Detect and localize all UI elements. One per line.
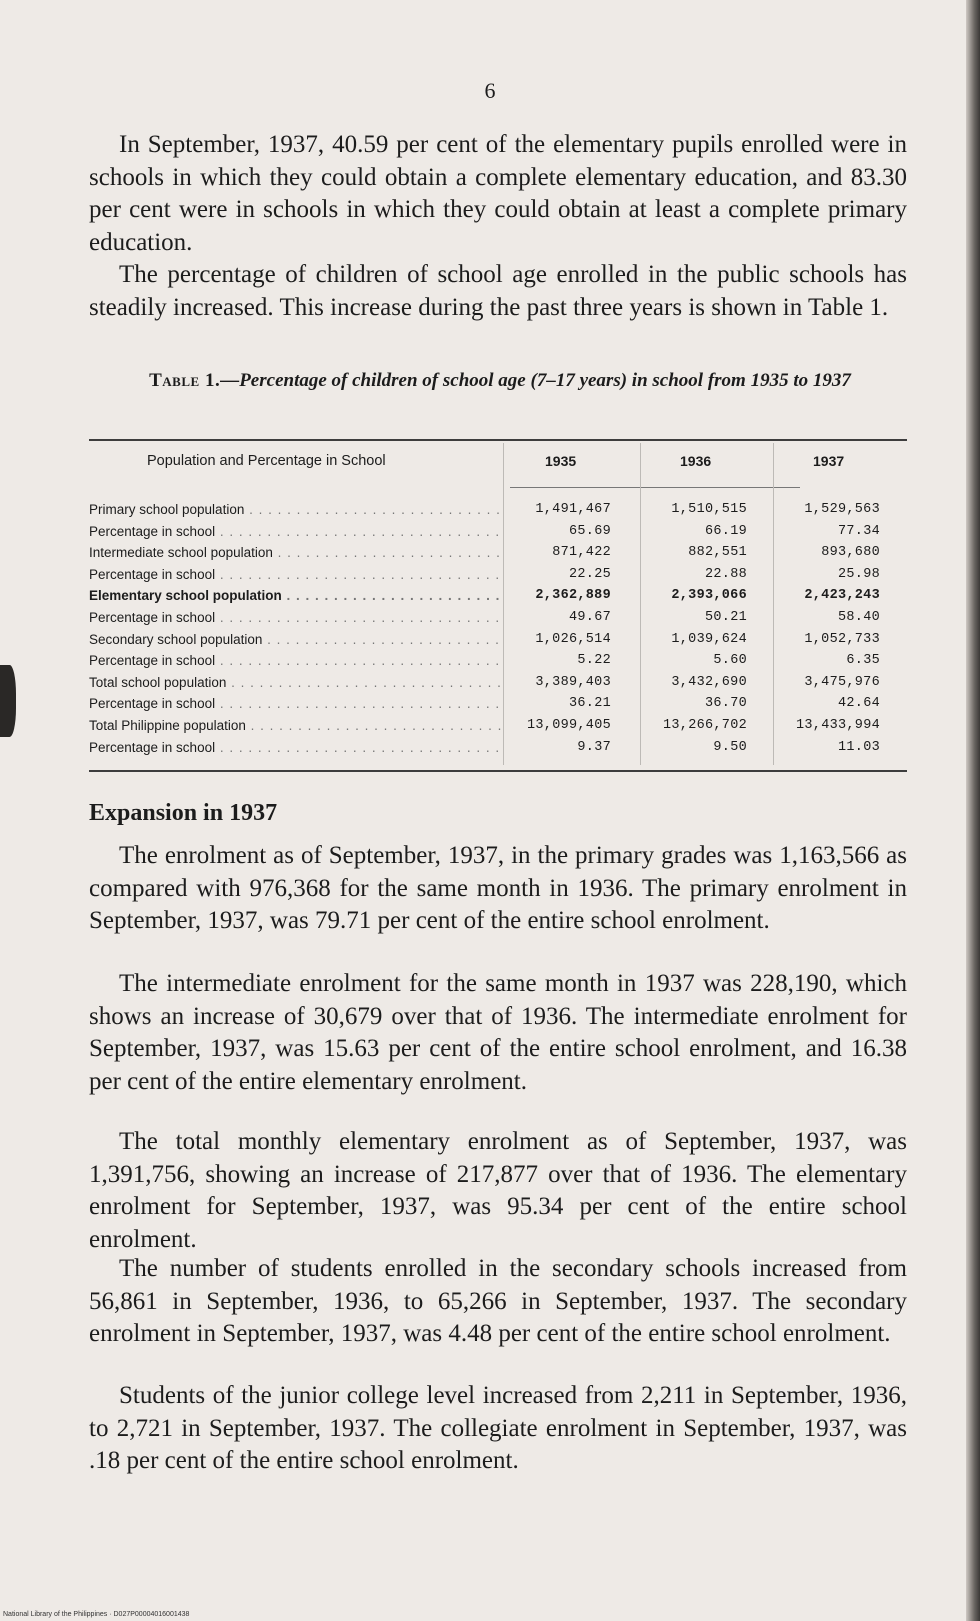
- cell-1937: 77.34: [837, 523, 880, 539]
- table-caption-title: —Percentage of children of school age (7–17 years) in school from 1935 to 1937: [220, 370, 851, 391]
- page-edge-shadow: [966, 0, 980, 1621]
- table-row: [89, 521, 907, 543]
- table-row: [89, 585, 907, 607]
- cell-1936: 1,510,515: [671, 502, 747, 517]
- cell-1937: 1,529,563: [804, 502, 880, 517]
- body-paragraph-1: The enrolment as of September, 1937, in the primary grades was 1,163,566 as compared with 976,368 for the same month in 1936. The primary enrolment in September, 1937, was 79.71 per cent of the entire school enrolment.: [89, 842, 907, 934]
- library-credit: National Library of the Philippines · D027P00004016001438: [3, 1611, 190, 1618]
- section-heading: Expansion in 1937: [89, 800, 278, 826]
- row-label: Percentage in school . . .: [89, 737, 501, 759]
- cell-1936: 2,393,066: [671, 588, 747, 604]
- cell-1936: 66.19: [704, 523, 747, 539]
- cell-1935: 13,099,405: [526, 717, 611, 733]
- cell-1935: 65.69: [568, 523, 611, 539]
- table-top-rule: [89, 439, 907, 441]
- intro-paragraph-2: The percentage of children of school age enrolled in the public schools has steadily increased. This increase during the past three years is shown in Table 1.: [89, 261, 907, 321]
- cell-1935: 1,491,467: [535, 502, 611, 517]
- cell-1937: 2,423,243: [804, 588, 880, 604]
- table-row: [89, 542, 907, 564]
- body-paragraph-5: Students of the junior college level increased from 2,211 in September, 1936, to 2,721 in September, 1937. The collegiate enrolment in September, 1937, was .18 per cent of the entire school enrolment.: [89, 1382, 907, 1474]
- body-paragraph-3: The total monthly elementary enrolment as of September, 1937, was 1,391,756, showing an increase of 217,877 over that of 1936. The elementary enrolment for September, 1937, was 95.34 per cent of the entire school enrolment.: [89, 1128, 907, 1253]
- row-label: Percentage in school . . .: [89, 564, 501, 586]
- cell-1937: 58.40: [837, 609, 880, 625]
- cell-1935: 22.25: [568, 566, 611, 582]
- table-row: [89, 672, 907, 694]
- row-label: Percentage in school . . .: [89, 521, 501, 543]
- cell-1937: 42.64: [837, 696, 880, 712]
- cell-1936: 22.88: [704, 566, 747, 582]
- column-header-1935: 1935: [545, 453, 577, 469]
- body-paragraph-2: The intermediate enrolment for the same month in 1937 was 228,190, which shows an increase of 30,679 over that of 1936. The intermediate enrolment for September, 1937, was 15.63 per cent of the entire school enrolment, and 16.38 per cent of the entire elementary enrolment.: [89, 970, 907, 1095]
- column-header-label: Population and Percentage in School: [147, 453, 386, 469]
- table-row: [89, 650, 907, 672]
- page-number: 6: [484, 78, 496, 103]
- cell-1935: 2,362,889: [535, 588, 611, 604]
- table-row: [89, 737, 907, 759]
- cell-1936: 36.70: [704, 696, 747, 712]
- table-row: [89, 499, 907, 521]
- binding-mark: [0, 665, 16, 737]
- cell-1936: 1,039,624: [671, 631, 747, 647]
- table-caption: [110, 368, 890, 393]
- table-row: [89, 715, 907, 737]
- intro-paragraph-1: In September, 1937, 40.59 per cent of the elementary pupils enrolled were in schools in which they could obtain a complete elementary education, and 83.30 per cent were in schools in which they could obtain at least a complete primary education.: [89, 131, 907, 256]
- cell-1935: 1,026,514: [535, 631, 611, 647]
- column-header-1937: 1937: [813, 453, 845, 469]
- table-caption-label: Table 1.: [149, 370, 221, 391]
- cell-1936: 5.60: [713, 653, 747, 669]
- row-label: Intermediate school population . . .: [89, 542, 501, 564]
- row-label: Total Philippine population . . .: [89, 715, 501, 737]
- cell-1937: 13,433,994: [795, 717, 880, 733]
- table-row: [89, 607, 907, 629]
- table-row: [89, 693, 907, 715]
- cell-1935: 49.67: [568, 609, 611, 625]
- table-row: [89, 629, 907, 651]
- cell-1935: 5.22: [577, 653, 611, 669]
- row-label: Elementary school population . . .: [89, 585, 501, 607]
- cell-1936: 13,266,702: [662, 717, 747, 733]
- table-row: [89, 564, 907, 586]
- header-rule: [510, 487, 800, 488]
- row-label: Percentage in school . . .: [89, 693, 501, 715]
- cell-1935: 871,422: [552, 545, 611, 561]
- row-label: Total school population . . .: [89, 672, 501, 694]
- table-bottom-rule: [89, 770, 907, 772]
- cell-1937: 3,475,976: [804, 674, 880, 690]
- cell-1936: 3,432,690: [671, 674, 747, 690]
- cell-1936: 882,551: [688, 545, 747, 561]
- cell-1937: 25.98: [837, 566, 880, 582]
- cell-1935: 3,389,403: [535, 674, 611, 690]
- cell-1935: 36.21: [568, 696, 611, 712]
- row-label: Percentage in school . . .: [89, 650, 501, 672]
- table-body: [89, 499, 907, 758]
- row-label: Primary school population . . .: [89, 499, 501, 521]
- cell-1936: 50.21: [704, 609, 747, 625]
- row-label: Percentage in school . . .: [89, 607, 501, 629]
- cell-1937: 893,680: [821, 545, 880, 561]
- cell-1937: 1,052,733: [804, 631, 880, 647]
- cell-1937: 11.03: [837, 739, 880, 755]
- row-label: Secondary school population . . .: [89, 629, 501, 651]
- statistics-table: [89, 439, 907, 772]
- body-paragraph-4: The number of students enrolled in the secondary schools increased from 56,861 in September, 1936, to 65,266 in September, 1937. The secondary enrolment in September, 1937, was 4.48 per cent of the entire school enrolment.: [89, 1255, 907, 1347]
- cell-1936: 9.50: [713, 739, 747, 755]
- cell-1937: 6.35: [846, 653, 880, 669]
- cell-1935: 9.37: [577, 739, 611, 755]
- column-header-1936: 1936: [680, 453, 712, 469]
